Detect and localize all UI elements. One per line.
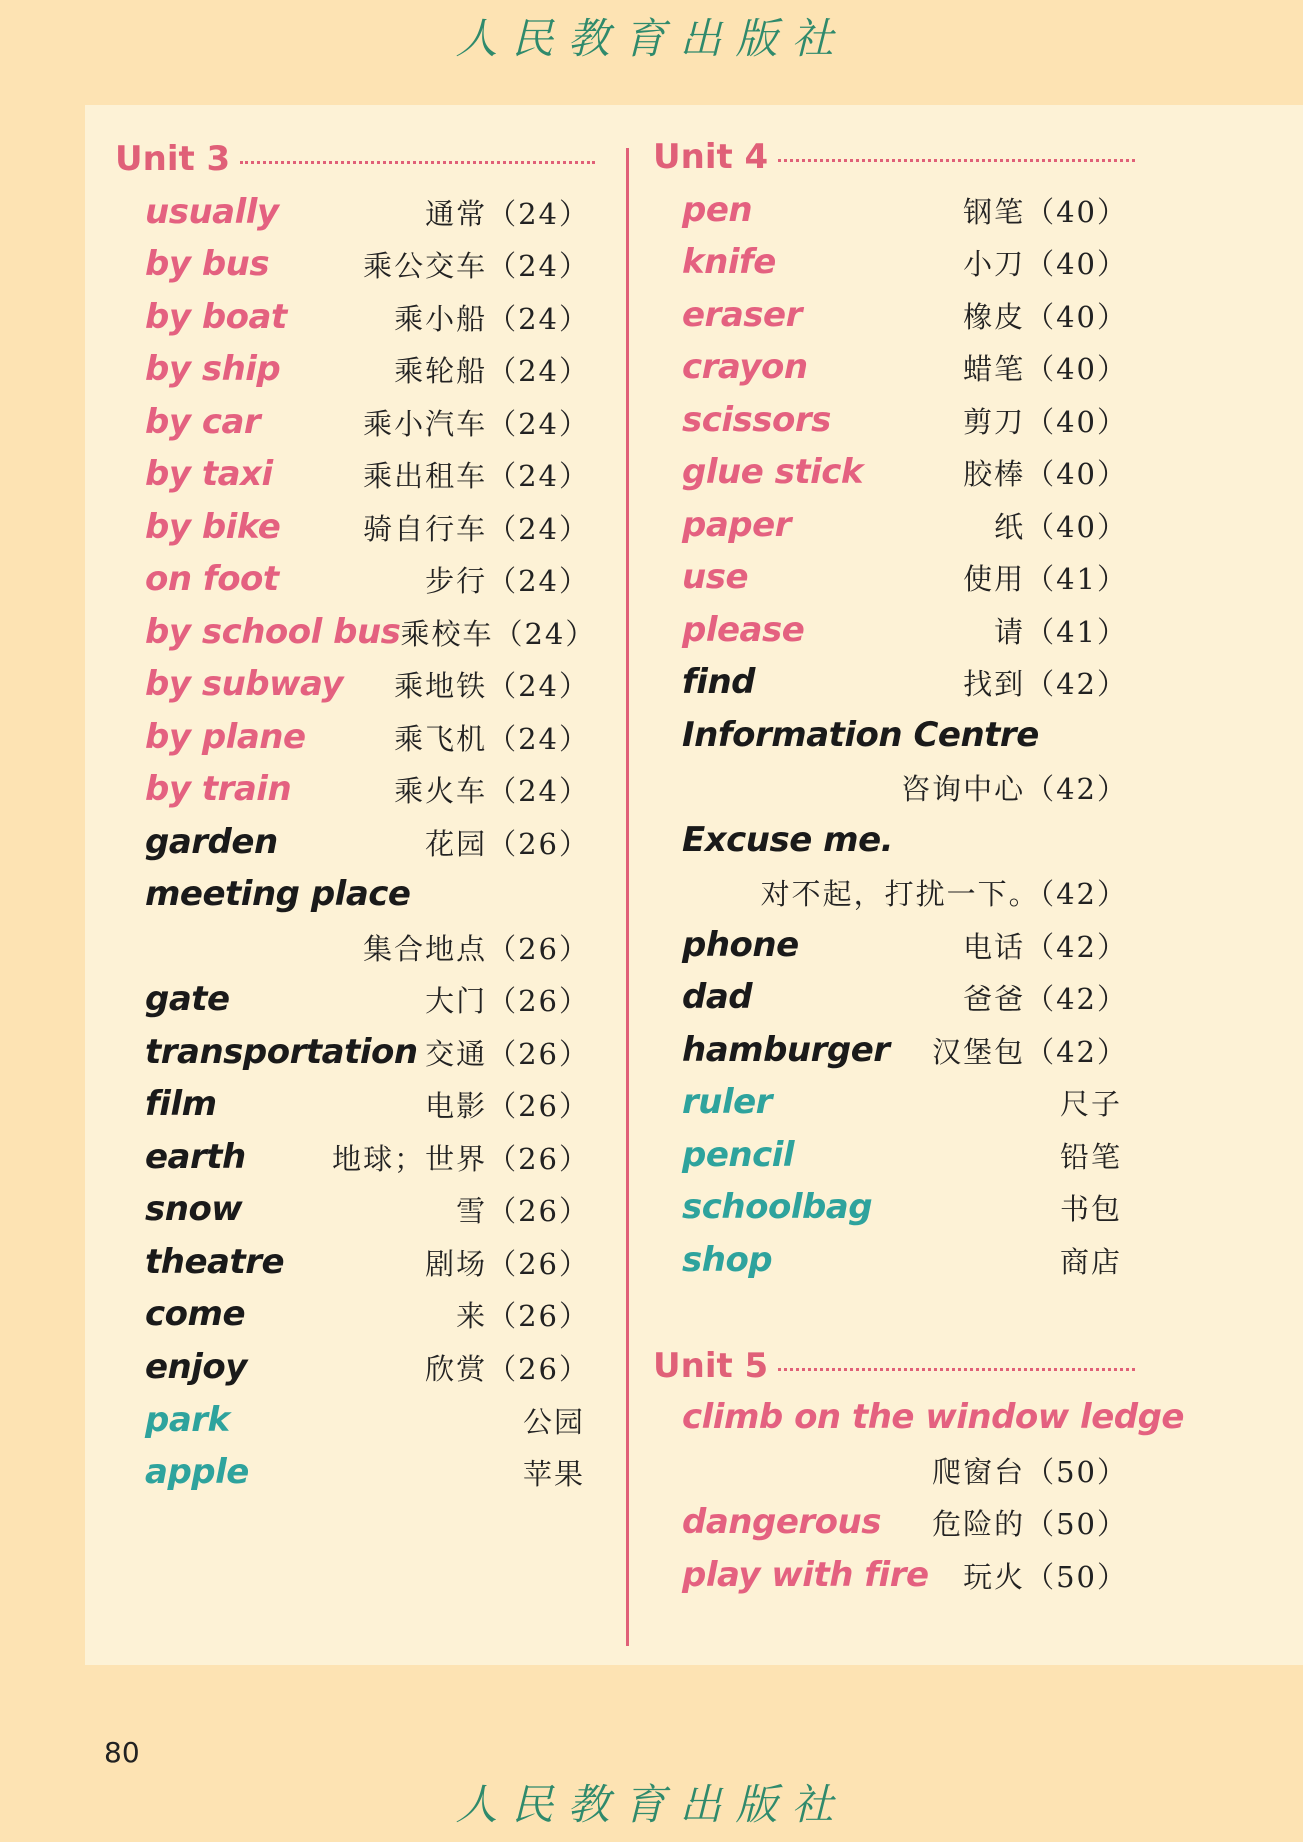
- english-word: earth: [145, 1137, 246, 1177]
- chinese-meaning: 商店: [1059, 1244, 1122, 1279]
- unit-3-entry-by-bus: [145, 238, 590, 290]
- unit-3-entry-by-car: [145, 396, 590, 448]
- chinese-meaning: 对不起，打扰一下。（42）: [760, 876, 1128, 911]
- unit-3-entry-transportation: [145, 1026, 590, 1078]
- unit-3-entry-by-school-bus: [145, 606, 597, 658]
- unit-4-entry-glue-stick: [682, 446, 1128, 498]
- unit-4-entry-schoolbag: [682, 1181, 1122, 1233]
- chinese-meaning: 小刀（40）: [963, 246, 1128, 281]
- english-word: climb on the window ledge: [682, 1397, 1184, 1437]
- english-word: ruler: [682, 1082, 772, 1122]
- chinese-meaning: 乘小船（24）: [394, 301, 590, 336]
- unit-3-entry-on-foot: [145, 553, 590, 605]
- english-word: apple: [145, 1452, 249, 1492]
- english-word: dangerous: [682, 1502, 881, 1542]
- english-word: crayon: [682, 347, 808, 387]
- english-word: snow: [145, 1189, 243, 1229]
- chinese-meaning: 苹果: [522, 1456, 585, 1491]
- unit-5-dotted-rule: [778, 1368, 1135, 1371]
- unit-4-entry-dad: [682, 971, 1128, 1023]
- unit-3-entry-garden: [145, 816, 590, 868]
- english-word: transportation: [145, 1032, 418, 1072]
- chinese-meaning: 危险的（50）: [932, 1506, 1128, 1541]
- chinese-meaning: 胶棒（40）: [963, 456, 1128, 491]
- english-word: by subway: [145, 664, 344, 704]
- english-word: shop: [682, 1240, 773, 1280]
- english-word: dad: [682, 977, 753, 1017]
- unit-4-entry-hamburger: [682, 1024, 1128, 1076]
- unit-3-entry-by-subway: [145, 658, 590, 710]
- chinese-meaning: 乘飞机（24）: [394, 721, 590, 756]
- unit-4-entry-find: [682, 656, 1128, 708]
- unit-5-heading: [653, 1345, 1135, 1387]
- english-word: park: [145, 1400, 230, 1440]
- unit-4-entry-phone: [682, 919, 1128, 971]
- unit-4-entry-information-centre-meaning: [682, 761, 1128, 813]
- english-word: please: [682, 610, 805, 650]
- chinese-meaning: 电话（42）: [963, 929, 1128, 964]
- chinese-meaning: 玩火（50）: [963, 1559, 1128, 1594]
- chinese-meaning: 橡皮（40）: [963, 299, 1128, 334]
- english-word: scissors: [682, 400, 831, 440]
- unit-5-entry-climb-meaning: [682, 1444, 1128, 1496]
- unit-3-entry-park: [145, 1394, 585, 1446]
- chinese-meaning: 剧场（26）: [425, 1246, 590, 1281]
- unit-5-entry-play-with-fire: [682, 1549, 1128, 1601]
- english-word: by school bus: [145, 612, 401, 652]
- chinese-meaning: 尺子: [1059, 1086, 1122, 1121]
- english-word: by taxi: [145, 454, 273, 494]
- unit-4-entry-use: [682, 551, 1128, 603]
- publisher-logo-top: 人民教育出版社: [455, 14, 848, 63]
- english-word: theatre: [145, 1242, 285, 1282]
- unit-3-entry-by-plane: [145, 711, 590, 763]
- english-word: come: [145, 1294, 245, 1334]
- chinese-meaning: 乘轮船（24）: [394, 353, 590, 388]
- chinese-meaning: 咨询中心（42）: [901, 771, 1128, 806]
- english-word: schoolbag: [682, 1187, 873, 1227]
- unit-3-entry-meeting-place: [145, 868, 590, 920]
- english-word: enjoy: [145, 1347, 247, 1387]
- unit-3-entry-by-ship: [145, 343, 590, 395]
- chinese-meaning: 地球；世界（26）: [332, 1141, 590, 1176]
- unit-4-entry-please: [682, 604, 1128, 656]
- unit-4-entry-pen: [682, 184, 1128, 236]
- unit-3-entry-by-train: [145, 763, 590, 815]
- chinese-meaning: 乘出租车（24）: [363, 458, 590, 493]
- english-word: on foot: [145, 559, 279, 599]
- chinese-meaning: 书包: [1059, 1191, 1122, 1226]
- column-divider: [626, 148, 629, 1646]
- chinese-meaning: 乘火车（24）: [394, 773, 590, 808]
- unit-4-heading: [653, 136, 1135, 178]
- unit-4-entry-eraser: [682, 289, 1128, 341]
- unit-4-entry-knife: [682, 236, 1128, 288]
- unit-3-entry-come: [145, 1288, 590, 1340]
- english-word: by bike: [145, 507, 281, 547]
- english-word: phone: [682, 925, 799, 965]
- chinese-meaning: 铅笔: [1059, 1139, 1122, 1174]
- english-word: play with fire: [682, 1555, 929, 1595]
- english-word: usually: [145, 192, 279, 232]
- unit-4-entry-excuse-me: [682, 814, 1128, 866]
- unit-4-entry-scissors: [682, 394, 1128, 446]
- chinese-meaning: 花园（26）: [425, 826, 590, 861]
- unit-3-entry-gate: [145, 973, 590, 1025]
- english-word: meeting place: [145, 874, 411, 914]
- unit-4-entry-information-centre: [682, 709, 1128, 761]
- english-word: pencil: [682, 1135, 795, 1175]
- chinese-meaning: 找到（42）: [963, 666, 1128, 701]
- english-word: by plane: [145, 717, 306, 757]
- english-word: glue stick: [682, 452, 864, 492]
- chinese-meaning: 蜡笔（40）: [963, 351, 1128, 386]
- english-word: hamburger: [682, 1030, 890, 1070]
- unit-3-entry-by-bike: [145, 501, 590, 553]
- unit-5-entry-climb-on-the-window-ledge: [682, 1391, 1184, 1443]
- chinese-meaning: 乘公交车（24）: [363, 248, 590, 283]
- unit-3-entry-usually: [145, 186, 590, 238]
- english-word: Excuse me.: [682, 820, 894, 860]
- chinese-meaning: 公园: [522, 1404, 585, 1439]
- english-word: by car: [145, 402, 261, 442]
- chinese-meaning: 集合地点（26）: [363, 931, 590, 966]
- english-word: garden: [145, 822, 278, 862]
- unit-5-title: Unit 5: [653, 1346, 769, 1386]
- unit-3-entry-theatre: [145, 1236, 590, 1288]
- unit-3-title: Unit 3: [115, 139, 231, 179]
- unit-4-entry-paper: [682, 499, 1128, 551]
- unit-3-entry-meeting-place-meaning: [145, 921, 590, 973]
- unit-3-heading: [115, 138, 595, 180]
- unit-3-entry-earth: [145, 1131, 590, 1183]
- unit-4-entry-excuse-me-meaning: [682, 866, 1128, 918]
- unit-4-entry-pencil: [682, 1129, 1122, 1181]
- english-word: knife: [682, 242, 776, 282]
- chinese-meaning: 欣赏（26）: [425, 1351, 590, 1386]
- chinese-meaning: 纸（40）: [994, 509, 1128, 544]
- english-word: pen: [682, 190, 753, 230]
- unit-3-entry-film: [145, 1078, 590, 1130]
- chinese-meaning: 使用（41）: [963, 561, 1128, 596]
- chinese-meaning: 乘地铁（24）: [394, 668, 590, 703]
- chinese-meaning: 电影（26）: [425, 1088, 590, 1123]
- chinese-meaning: 大门（26）: [425, 983, 590, 1018]
- unit-3-entry-enjoy: [145, 1341, 590, 1393]
- chinese-meaning: 来（26）: [456, 1298, 590, 1333]
- unit-3-dotted-rule: [240, 161, 595, 164]
- chinese-meaning: 乘校车（24）: [400, 616, 597, 651]
- chinese-meaning: 步行（24）: [425, 563, 590, 598]
- chinese-meaning: 交通（26）: [425, 1036, 590, 1071]
- chinese-meaning: 剪刀（40）: [963, 404, 1128, 439]
- english-word: by boat: [145, 297, 287, 337]
- english-word: by bus: [145, 244, 270, 284]
- chinese-meaning: 通常（24）: [425, 196, 590, 231]
- chinese-meaning: 请（41）: [994, 614, 1128, 649]
- chinese-meaning: 乘小汽车（24）: [363, 406, 590, 441]
- page-number: 80: [104, 1736, 140, 1769]
- english-word: film: [145, 1084, 217, 1124]
- chinese-meaning: 爸爸（42）: [963, 981, 1128, 1016]
- unit-4-entry-ruler: [682, 1076, 1122, 1128]
- chinese-meaning: 爬窗台（50）: [932, 1454, 1128, 1489]
- chinese-meaning: 雪（26）: [456, 1193, 590, 1228]
- unit-4-dotted-rule: [778, 159, 1135, 162]
- unit-3-entry-by-taxi: [145, 448, 590, 500]
- english-word: gate: [145, 979, 230, 1019]
- english-word: eraser: [682, 295, 802, 335]
- english-word: use: [682, 557, 749, 597]
- chinese-meaning: 汉堡包（42）: [932, 1034, 1128, 1069]
- english-word: by ship: [145, 349, 281, 389]
- chinese-meaning: 钢笔（40）: [963, 194, 1128, 229]
- english-word: find: [682, 662, 755, 702]
- unit-3-entry-apple: [145, 1446, 585, 1498]
- unit-4-title: Unit 4: [653, 137, 769, 177]
- english-word: paper: [682, 505, 791, 545]
- unit-4-entry-shop: [682, 1234, 1122, 1286]
- unit-3-entry-snow: [145, 1183, 590, 1235]
- english-word: Information Centre: [682, 715, 1039, 755]
- chinese-meaning: 骑自行车（24）: [363, 511, 590, 546]
- unit-3-entry-by-boat: [145, 291, 590, 343]
- publisher-logo-bottom: 人民教育出版社: [455, 1780, 848, 1829]
- unit-5-entry-dangerous: [682, 1496, 1128, 1548]
- unit-4-entry-crayon: [682, 341, 1128, 393]
- english-word: by train: [145, 769, 292, 809]
